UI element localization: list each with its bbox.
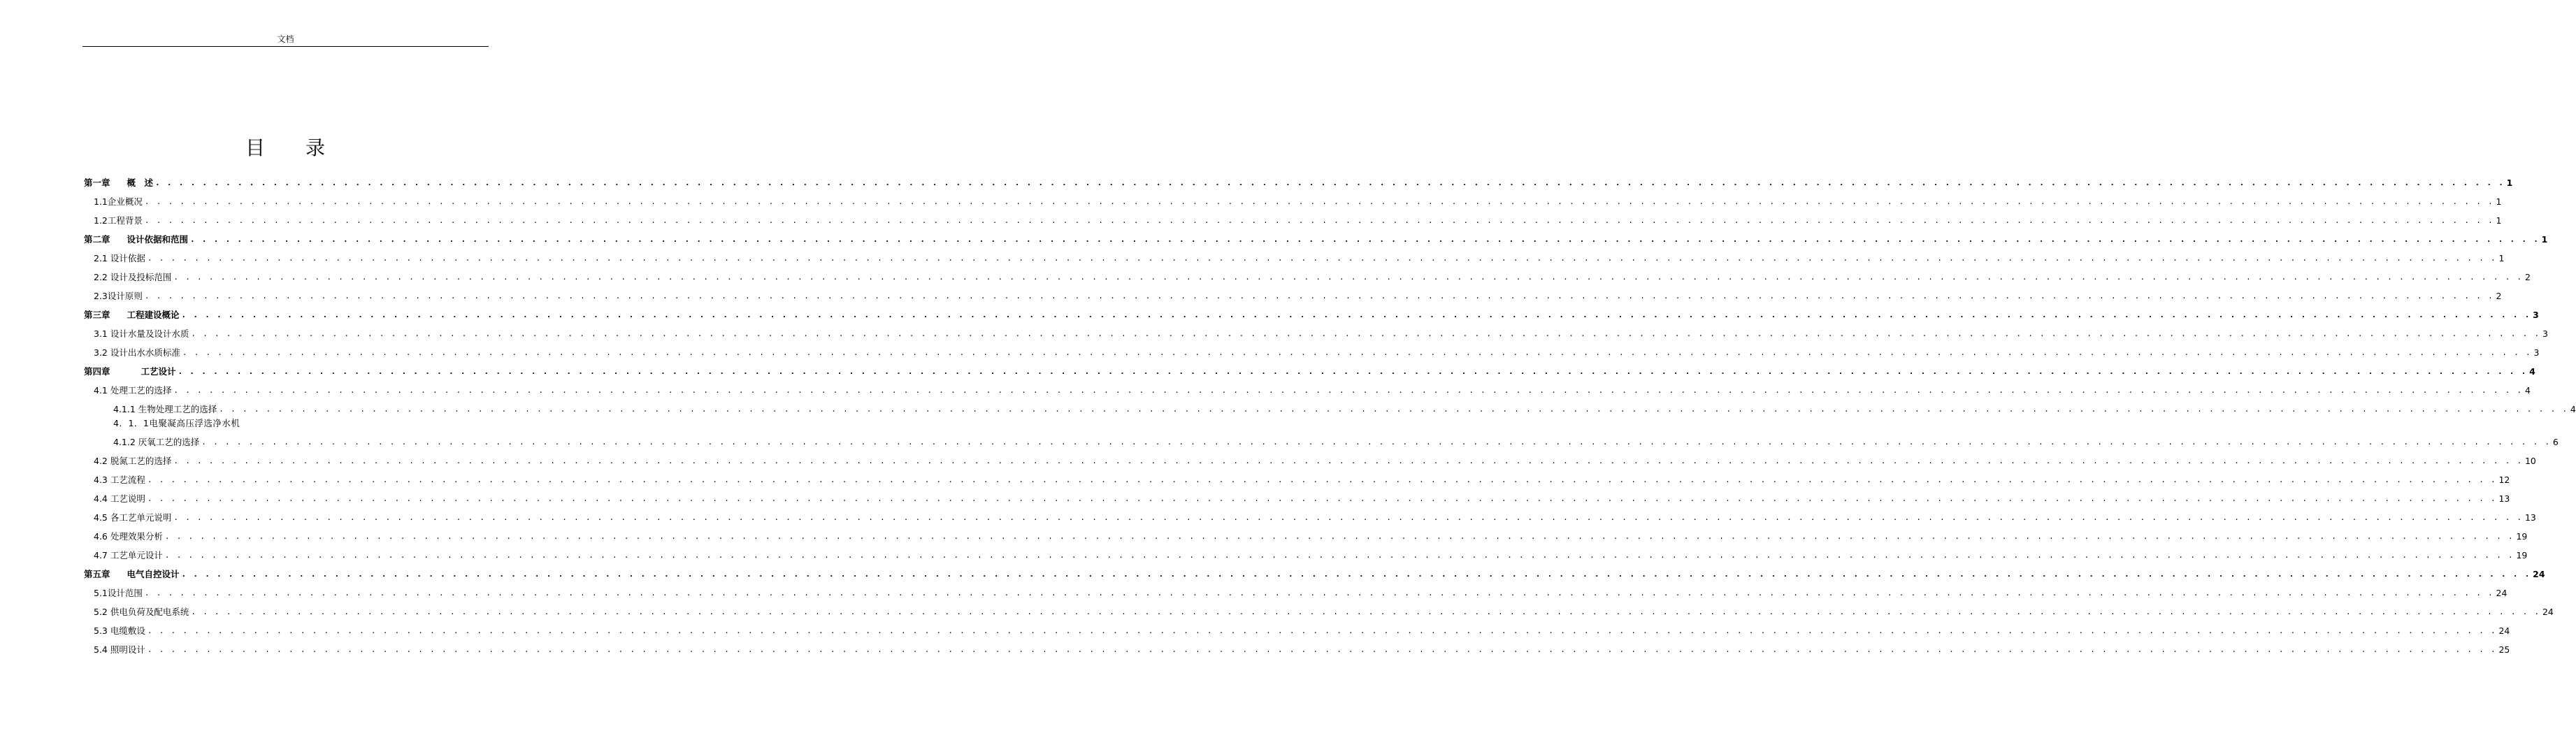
toc-chapter-title: 设计依据和范围 [127, 234, 189, 245]
toc-page-number: 24 [2496, 588, 2507, 598]
toc-section-entry[interactable] [94, 377, 2531, 396]
toc-leader-dots: . . . . . . . . . . . . . . . . . . . . . . . . . . . . . . . . . . . . . . . . . . . . . . . . . . . . . . . . . . . . . . . . . . . . . . . . . . . . . . . . . . . . . . . . . . . . . . . . . . . . . . . . . . . . . . . . . . . . . . . . . . . . . . . . . . . . . . . . . . . . . . . . . . . . . . . . . . . . . . . . . . . . . . . . . . . . . . . . . . . . . . . . . . . . . . . . . . . . . . . . [201, 437, 2551, 447]
toc-page-number: 1 [2506, 178, 2513, 188]
toc-leader-dots: . . . . . . . . . . . . . . . . . . . . . . . . . . . . . . . . . . . . . . . . . . . . . . . . . . . . . . . . . . . . . . . . . . . . . . . . . . . . . . . . . . . . . . . . . . . . . . . . . . . . . . . . . . . . . . . . . . . . . . . . . . . . . . . . . . . . . . . . . . . . . . . . . . . . . . . . . . . . . . . . . . . . . . . . . . . . . . . . . . . . . . . . . . . . . . . . . . . . . . . . [190, 235, 2540, 244]
toc-chapter-entry[interactable] [84, 302, 2539, 321]
toc-leader-dots: . . . . . . . . . . . . . . . . . . . . . . . . . . . . . . . . . . . . . . . . . . . . . . . . . . . . . . . . . . . . . . . . . . . . . . . . . . . . . . . . . . . . . . . . . . . . . . . . . . . . . . . . . . . . . . . . . . . . . . . . . . . . . . . . . . . . . . . . . . . . . . . . . . . . . . . . . . . . . . . . . . . . . . . . . . . . . . . . . . . . . . . . . . . . . . . . . . . . . . . . [144, 291, 2494, 301]
toc-section-entry[interactable] [94, 321, 2548, 340]
toc-page-number: 12 [2498, 475, 2510, 485]
toc-chapter-number: 第三章 [84, 310, 110, 320]
toc-entry-label: 5.4 照明设计 [94, 644, 145, 655]
toc-leader-dots: . . . . . . . . . . . . . . . . . . . . . . . . . . . . . . . . . . . . . . . . . . . . . . . . . . . . . . . . . . . . . . . . . . . . . . . . . . . . . . . . . . . . . . . . . . . . . . . . . . . . . . . . . . . . . . . . . . . . . . . . . . . . . . . . . . . . . . . . . . . . . . . . . . . . . . . . . . . . . . . . . . . . . . . . . . . . . . . . . . . . . . . . . . . . . . . . . . . . . . . . [147, 494, 2497, 503]
toc-entry-label: 5.3 电缆敷设 [94, 625, 145, 636]
toc-chapter-entry[interactable] [84, 226, 2548, 245]
toc-section-entry[interactable] [94, 208, 2502, 226]
toc-chapter-title: 工程建设概论 [127, 310, 180, 320]
toc-chapter-entry[interactable] [84, 170, 2513, 189]
toc-chapter-title: 工艺设计 [141, 366, 176, 377]
toc-page-number: 24 [2498, 625, 2510, 636]
toc-entry-label: 2.3设计原则 [94, 291, 143, 301]
toc-chapter-number: 第一章 [84, 178, 110, 188]
toc-entry-label: 2.2 设计及投标范围 [94, 272, 172, 282]
toc-leader-dots: . . . . . . . . . . . . . . . . . . . . . . . . . . . . . . . . . . . . . . . . . . . . . . . . . . . . . . . . . . . . . . . . . . . . . . . . . . . . . . . . . . . . . . . . . . . . . . . . . . . . . . . . . . . . . . . . . . . . . . . . . . . . . . . . . . . . . . . . . . . . . . . . . . . . . . . . . . . . . . . . . . . . . . . . . . . . . . . . . . . . . . . . . . . . . . . . . . . . . . . . [219, 405, 2568, 414]
toc-leader-dots: . . . . . . . . . . . . . . . . . . . . . . . . . . . . . . . . . . . . . . . . . . . . . . . . . . . . . . . . . . . . . . . . . . . . . . . . . . . . . . . . . . . . . . . . . . . . . . . . . . . . . . . . . . . . . . . . . . . . . . . . . . . . . . . . . . . . . . . . . . . . . . . . . . . . . . . . . . . . . . . . . . . . . . . . . . . . . . . . . . . . . . . . . . . . . . . . . . . . . . . . [182, 348, 2532, 357]
toc-page-number: 1 [2498, 253, 2505, 263]
toc-page-number: 6 [2552, 437, 2559, 447]
toc-subsection-entry[interactable] [113, 415, 487, 429]
toc-chapter-entry[interactable] [84, 359, 2535, 377]
toc-page-number: 19 [2516, 550, 2528, 560]
toc-chapter-label [84, 366, 176, 377]
toc-page-number: 1 [2541, 234, 2548, 245]
toc-entry-label: 4.3 工艺流程 [94, 475, 145, 485]
toc-section-entry[interactable] [94, 542, 2528, 561]
toc-section-entry[interactable] [94, 340, 2540, 359]
toc-subsection-entry[interactable] [113, 396, 2576, 415]
toc-leader-dots: . . . . . . . . . . . . . . . . . . . . . . . . . . . . . . . . . . . . . . . . . . . . . . . . . . . . . . . . . . . . . . . . . . . . . . . . . . . . . . . . . . . . . . . . . . . . . . . . . . . . . . . . . . . . . . . . . . . . . . . . . . . . . . . . . . . . . . . . . . . . . . . . . . . . . . . . . . . . . . . . . . . . . . . . . . . . . . . . . . . . . . . . . . . . . . . . . . . . . . . . [178, 367, 2528, 376]
toc-chapter-entry[interactable] [84, 561, 2545, 580]
toc-page-number: 1 [2496, 196, 2502, 207]
toc-entry-label: 3.2 设计出水水质标准 [94, 347, 180, 358]
toc-section-entry[interactable] [94, 448, 2536, 467]
toc-entry-label: 4.6 处理效果分析 [94, 531, 163, 542]
toc-leader-dots: . . . . . . . . . . . . . . . . . . . . . . . . . . . . . . . . . . . . . . . . . . . . . . . . . . . . . . . . . . . . . . . . . . . . . . . . . . . . . . . . . . . . . . . . . . . . . . . . . . . . . . . . . . . . . . . . . . . . . . . . . . . . . . . . . . . . . . . . . . . . . . . . . . . . . . . . . . . . . . . . . . . . . . . . . . . . . . . . . . . . . . . . . . . . . . . . . . . . . . . . [147, 254, 2497, 263]
toc-entry-label: 4.4 工艺说明 [94, 493, 145, 504]
toc-entry-label: 5.2 供电负荷及配电系统 [94, 607, 189, 617]
toc-chapter-label [84, 178, 153, 189]
toc-page-number: 4 [2570, 404, 2576, 414]
toc-entry-label: 2.1 设计依据 [94, 253, 145, 263]
toc-entry-label: 1.2工程背景 [94, 215, 143, 226]
toc-leader-dots: . . . . . . . . . . . . . . . . . . . . . . . . . . . . . . . . . . . . . . . . . . . . . . . . . . . . . . . . . . . . . . . . . . . . . . . . . . . . . . . . . . . . . . . . . . . . . . . . . . . . . . . . . . . . . . . . . . . . . . . . . . . . . . . . . . . . . . . . . . . . . . . . . . . . . . . . . . . . . . . . . . . . . . . . . . . . . . . . . . . . . . . . . . . . . . . . . . . . . . . . [144, 216, 2494, 225]
toc-page-number: 24 [2542, 607, 2554, 617]
toc-section-entry[interactable] [94, 467, 2510, 486]
toc-page-number: 4 [2524, 385, 2531, 396]
toc-leader-dots: . . . . . . . . . . . . . . . . . . . . . . . . . . . . . . . . . . . . . . . . . . . . . . . . . . . . . . . . . . . . . . . . . . . . . . . . . . . . . . . . . . . . . . . . . . . . . . . . . . . . . . . . . . . . . . . . . . . . . . . . . . . . . . . . . . . . . . . . . . . . . . . . . . . . . . . . . . . . . . . . . . . . . . . . . . . . . . . . . . . . . . . . . . . . . . . . . . . . . . . . [173, 513, 2523, 522]
toc-leader-dots: . . . . . . . . . . . . . . . . . . . . . . . . . . . . . . . . . . . . . . . . . . . . . . . . . . . . . . . . . . . . . . . . . . . . . . . . . . . . . . . . . . . . . . . . . . . . . . . . . . . . . . . . . . . . . . . . . . . . . . . . . . . . . . . . . . . . . . . . . . . . . . . . . . . . . . . . . . . . . . . . . . . . . . . . . . . . . . . . . . . . . . . . . . . . . . . . . . . . . . . . [147, 626, 2497, 635]
toc-entry-label: 3.1 设计水量及设计水质 [94, 328, 189, 339]
toc-chapter-number: 第五章 [84, 569, 110, 579]
toc-page-number: 3 [2533, 347, 2540, 358]
toc-page-number: 4 [2529, 366, 2535, 377]
toc-page-number: 10 [2524, 456, 2536, 466]
toc-page-number: 2 [2524, 272, 2531, 282]
toc-page-number: 3 [2542, 328, 2548, 339]
toc-page-number: 13 [2524, 512, 2536, 523]
toc-section-entry[interactable] [94, 264, 2531, 283]
toc-leader-dots: . . . . . . . . . . . . . . . . . . . . . . . . . . . . . . . . . . . . . . . . . . . . . . . . . . . . . . . . . . . . . . . . . . . . . . . . . . . . . . . . . . . . . . . . . . . . . . . . . . . . . . . . . . . . . . . . . . . . . . . . . . . . . . . . . . . . . . . . . . . . . . . . . . . . . . . . . . . . . . . . . . . . . . . . . . . . . . . . . . . . . . . . . . . . . . . . . . . . . . . . [173, 456, 2523, 465]
toc-entry-label: 4.7 工艺单元设计 [94, 550, 163, 560]
toc-leader-dots: . . . . . . . . . . . . . . . . . . . . . . . . . . . . . . . . . . . . . . . . . . . . . . . . . . . . . . . . . . . . . . . . . . . . . . . . . . . . . . . . . . . . . . . . . . . . . . . . . . . . . . . . . . . . . . . . . . . . . . . . . . . . . . . . . . . . . . . . . . . . . . . . . . . . . . . . . . . . . . . . . . . . . . . . . . . . . . . . . . . . . . . . . . . . . . . . . . . . . . . . [191, 607, 2540, 616]
toc-section-entry[interactable] [94, 486, 2510, 505]
toc-leader-dots: . . . . . . . . . . . . . . . . . . . . . . . . . . . . . . . . . . . . . . . . . . . . . . . . . . . . . . . . . . . . . . . . . . . . . . . . . . . . . . . . . . . . . . . . . . . . . . . . . . . . . . . . . . . . . . . . . . . . . . . . . . . . . . . . . . . . . . . . . . . . . . . . . . . . . . . . . . . . . . . . . . . . . . . . . . . . . . . . . . . . . . . . . . . . . . . . . . . . . . . . [147, 645, 2497, 654]
toc-entry-label: 4．1．1电聚凝高压浮选净水机 [113, 418, 240, 428]
toc-leader-dots: . . . . . . . . . . . . . . . . . . . . . . . . . . . . . . . . . . . . . . . . . . . . . . . . . . . . . . . . . . . . . . . . . . . . . . . . . . . . . . . . . . . . . . . . . . . . . . . . . . . . . . . . . . . . . . . . . . . . . . . . . . . . . . . . . . . . . . . . . . . . . . . . . . . . . . . . . . . . . . . . . . . . . . . . . . . . . . . . . . . . . . . . . . . . . . . . . . . . . . . . [164, 532, 2514, 541]
toc-chapter-number: 第四章 [84, 366, 110, 377]
toc-page-number: 25 [2498, 644, 2510, 655]
toc-chapter-label [84, 569, 180, 580]
toc-leader-dots: . . . . . . . . . . . . . . . . . . . . . . . . . . . . . . . . . . . . . . . . . . . . . . . . . . . . . . . . . . . . . . . . . . . . . . . . . . . . . . . . . . . . . . . . . . . . . . . . . . . . . . . . . . . . . . . . . . . . . . . . . . . . . . . . . . . . . . . . . . . . . . . . . . . . . . . . . . . . . . . . . . . . . . . . . . . . . . . . . . . . . . . . . . . . . . . . . . . . . . . . [164, 551, 2514, 560]
toc-entry-label: 4.2 脱氮工艺的选择 [94, 456, 172, 466]
toc-leader-dots: . . . . . . . . . . . . . . . . . . . . . . . . . . . . . . . . . . . . . . . . . . . . . . . . . . . . . . . . . . . . . . . . . . . . . . . . . . . . . . . . . . . . . . . . . . . . . . . . . . . . . . . . . . . . . . . . . . . . . . . . . . . . . . . . . . . . . . . . . . . . . . . . . . . . . . . . . . . . . . . . . . . . . . . . . . . . . . . . . . . . . . . . . . . . . . . . . . . . . . . . [191, 329, 2540, 338]
toc-page-number: 2 [2496, 291, 2502, 301]
toc-page-number: 24 [2533, 569, 2545, 579]
toc-leader-dots: . . . . . . . . . . . . . . . . . . . . . . . . . . . . . . . . . . . . . . . . . . . . . . . . . . . . . . . . . . . . . . . . . . . . . . . . . . . . . . . . . . . . . . . . . . . . . . . . . . . . . . . . . . . . . . . . . . . . . . . . . . . . . . . . . . . . . . . . . . . . . . . . . . . . . . . . . . . . . . . . . . . . . . . . . . . . . . . . . . . . . . . . . . . . . . . . . . . . . . . . [181, 310, 2531, 319]
toc-entry-label: 4.1.2 厌氧工艺的选择 [113, 437, 200, 447]
toc-page-number: 3 [2533, 310, 2539, 320]
toc-section-entry[interactable] [94, 245, 2505, 264]
toc-leader-dots: . . . . . . . . . . . . . . . . . . . . . . . . . . . . . . . . . . . . . . . . . . . . . . . . . . . . . . . . . . . . . . . . . . . . . . . . . . . . . . . . . . . . . . . . . . . . . . . . . . . . . . . . . . . . . . . . . . . . . . . . . . . . . . . . . . . . . . . . . . . . . . . . . . . . . . . . . . . . . . . . . . . . . . . . . . . . . . . . . . . . . . . . . . . . . . . . . . . . . . . . [181, 570, 2531, 579]
toc-page-number: 19 [2516, 531, 2528, 542]
toc-section-entry[interactable] [94, 599, 2554, 618]
toc-entry-label: 5.1设计范围 [94, 588, 143, 598]
page-title [0, 133, 570, 161]
toc-chapter-title: 电气自控设计 [127, 569, 180, 579]
toc-section-entry[interactable] [94, 618, 2510, 637]
toc-page-number: 13 [2498, 493, 2510, 504]
toc-leader-dots: . . . . . . . . . . . . . . . . . . . . . . . . . . . . . . . . . . . . . . . . . . . . . . . . . . . . . . . . . . . . . . . . . . . . . . . . . . . . . . . . . . . . . . . . . . . . . . . . . . . . . . . . . . . . . . . . . . . . . . . . . . . . . . . . . . . . . . . . . . . . . . . . . . . . . . . . . . . . . . . . . . . . . . . . . . . . . . . . . . . . . . . . . . . . . . . . . . . . . . . . [173, 386, 2523, 395]
toc-subsection-entry[interactable] [113, 429, 2559, 448]
toc-leader-dots: . . . . . . . . . . . . . . . . . . . . . . . . . . . . . . . . . . . . . . . . . . . . . . . . . . . . . . . . . . . . . . . . . . . . . . . . . . . . . . . . . . . . . . . . . . . . . . . . . . . . . . . . . . . . . . . . . . . . . . . . . . . . . . . . . . . . . . . . . . . . . . . . . . . . . . . . . . . . . . . . . . . . . . . . . . . . . . . . . . . . . . . . . . . . . . . . . . . . . . . . [173, 273, 2523, 282]
toc-leader-dots: . . . . . . . . . . . . . . . . . . . . . . . . . . . . . . . . . . . . . . . . . . . . . . . . . . . . . . . . . . . . . . . . . . . . . . . . . . . . . . . . . . . . . . . . . . . . . . . . . . . . . . . . . . . . . . . . . . . . . . . . . . . . . . . . . . . . . . . . . . . . . . . . . . . . . . . . . . . . . . . . . . . . . . . . . . . . . . . . . . . . . . . . . . . . . . . . . . . . . . . . [144, 588, 2494, 598]
toc-chapter-number: 第二章 [84, 234, 110, 245]
title-char-right: 录 [305, 136, 326, 159]
toc-section-entry[interactable] [94, 189, 2502, 208]
title-char-left: 目 [245, 136, 265, 159]
toc-section-entry[interactable] [94, 637, 2510, 656]
toc-chapter-label [84, 234, 188, 245]
toc-section-entry[interactable] [94, 580, 2507, 599]
toc-entry-label: 1.1企业概况 [94, 196, 143, 207]
toc-section-entry[interactable] [94, 283, 2502, 302]
toc-entry-label: 4.1 处理工艺的选择 [94, 385, 172, 396]
toc-section-entry[interactable] [94, 523, 2528, 542]
toc-page-number: 1 [2496, 215, 2502, 226]
toc-leader-dots: . . . . . . . . . . . . . . . . . . . . . . . . . . . . . . . . . . . . . . . . . . . . . . . . . . . . . . . . . . . . . . . . . . . . . . . . . . . . . . . . . . . . . . . . . . . . . . . . . . . . . . . . . . . . . . . . . . . . . . . . . . . . . . . . . . . . . . . . . . . . . . . . . . . . . . . . . . . . . . . . . . . . . . . . . . . . . . . . . . . . . . . . . . . . . . . . . . . . . . . . [155, 178, 2505, 187]
toc-entry-label: 4.5 各工艺单元说明 [94, 512, 172, 523]
toc-chapter-title: 概 述 [127, 178, 154, 188]
toc-section-entry[interactable] [94, 505, 2536, 523]
toc-chapter-label [84, 310, 180, 321]
page-header: 文档 [82, 32, 489, 47]
toc-leader-dots: . . . . . . . . . . . . . . . . . . . . . . . . . . . . . . . . . . . . . . . . . . . . . . . . . . . . . . . . . . . . . . . . . . . . . . . . . . . . . . . . . . . . . . . . . . . . . . . . . . . . . . . . . . . . . . . . . . . . . . . . . . . . . . . . . . . . . . . . . . . . . . . . . . . . . . . . . . . . . . . . . . . . . . . . . . . . . . . . . . . . . . . . . . . . . . . . . . . . . . . . [144, 197, 2494, 206]
toc-entry-label: 4.1.1 生物处理工艺的选择 [113, 404, 217, 414]
toc-leader-dots: . . . . . . . . . . . . . . . . . . . . . . . . . . . . . . . . . . . . . . . . . . . . . . . . . . . . . . . . . . . . . . . . . . . . . . . . . . . . . . . . . . . . . . . . . . . . . . . . . . . . . . . . . . . . . . . . . . . . . . . . . . . . . . . . . . . . . . . . . . . . . . . . . . . . . . . . . . . . . . . . . . . . . . . . . . . . . . . . . . . . . . . . . . . . . . . . . . . . . . . . [147, 475, 2497, 484]
